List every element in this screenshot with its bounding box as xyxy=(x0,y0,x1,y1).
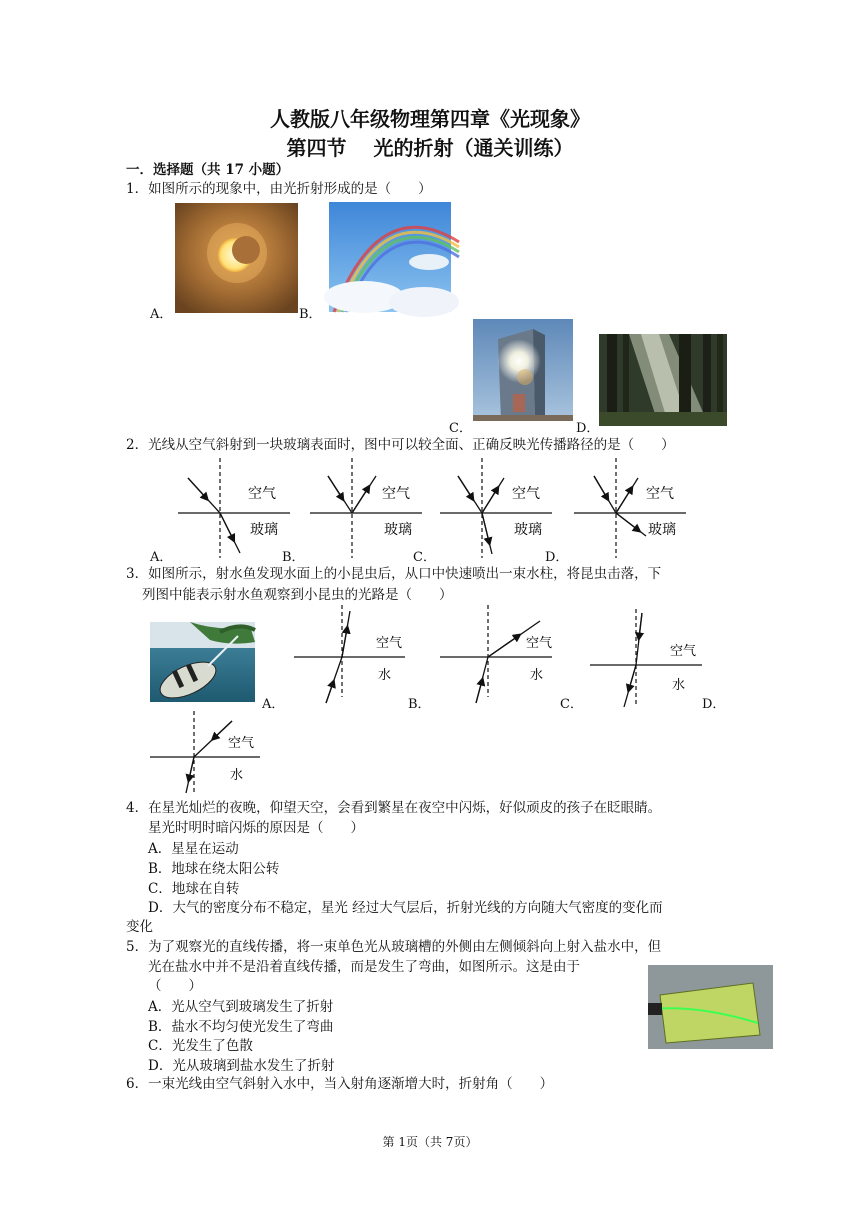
section-heading: 一．选择题（共 17 小题） xyxy=(126,162,290,178)
question-4-stem-line1: 4．在星光灿烂的夜晚，仰望天空，会看到繁星在夜空中闪烁，好似顽皮的孩子在眨眼睛。 xyxy=(126,800,662,816)
q5-option-d[interactable]: D．光从玻璃到盐水发生了折射 xyxy=(148,1058,335,1074)
q3-diagram-a[interactable] xyxy=(294,605,405,703)
q3-option-d-label: D． xyxy=(702,697,726,712)
q3-c-water-label: 水 xyxy=(672,678,686,693)
q3-diagram-d[interactable] xyxy=(150,711,260,795)
q3-option-c-label: C． xyxy=(560,697,583,712)
q2-d-air-label: 空气 xyxy=(646,486,674,502)
q2-b-glass-label: 玻璃 xyxy=(384,522,412,538)
q5-option-b[interactable]: B．盐水不均匀使光发生了弯曲 xyxy=(148,1019,334,1035)
q2-option-d-label: D． xyxy=(545,550,569,565)
question-2-stem: 2．光线从空气斜射到一块玻璃表面时，图中可以较全面、正确反映光传播路径的是（ ） xyxy=(126,437,675,453)
q1-option-a-label: A． xyxy=(150,307,173,322)
q3-d-water-label: 水 xyxy=(230,768,244,783)
question-5-stem-line3: （ ） xyxy=(148,978,202,994)
q1-option-b-rainbow-image[interactable] xyxy=(329,202,451,312)
q2-a-air-label: 空气 xyxy=(248,486,276,502)
question-4-stem-line2: 星光时明时暗闪烁的原因是（ ） xyxy=(148,820,364,836)
q2-a-glass-label: 玻璃 xyxy=(250,522,278,538)
q1-option-d-label: D． xyxy=(576,421,600,436)
question-3-stem-line1: 3．如图所示，射水鱼发现水面上的小昆虫后，从口中快速喷出一束水柱，将昆虫击落，下 xyxy=(126,566,662,582)
q4-option-d-line2: 变化 xyxy=(126,919,153,935)
question-6-stem: 6．一束光线由空气斜射入水中，当入射角逐渐增大时，折射角（ ） xyxy=(126,1076,554,1092)
q1-option-d-forest-light-image[interactable] xyxy=(599,334,727,426)
q4-option-b[interactable]: B．地球在绕太阳公转 xyxy=(148,861,280,877)
document-title: 人教版八年级物理第四章《光现象》 xyxy=(270,107,590,131)
q3-b-water-label: 水 xyxy=(530,668,544,683)
q3-option-b-label: B． xyxy=(408,697,431,712)
q2-option-b-label: B． xyxy=(282,550,305,565)
q1-option-b-label: B． xyxy=(299,307,322,322)
q3-diagram-c[interactable] xyxy=(590,609,702,707)
q1-option-a-solar-eclipse-image[interactable] xyxy=(175,203,298,313)
question-5-stem-line1: 5．为了观察光的直线传播，将一束单色光从玻璃槽的外侧由左侧倾斜向上射入盐水中，但 xyxy=(126,939,662,955)
q2-b-air-label: 空气 xyxy=(382,486,410,502)
q5-laser-salt-water-image[interactable] xyxy=(648,965,773,1049)
page-footer: 第 1页（共 7页） xyxy=(382,1135,478,1149)
q2-c-air-label: 空气 xyxy=(512,486,540,502)
question-3-stem-line2: 列图中能表示射水鱼观察到小昆虫的光路是（ ） xyxy=(142,587,453,603)
q3-d-air-label: 空气 xyxy=(228,736,255,751)
q3-b-air-label: 空气 xyxy=(526,636,553,651)
q1-option-c-building-glare-image[interactable] xyxy=(473,319,573,421)
q5-option-a[interactable]: A．光从空气到玻璃发生了折射 xyxy=(148,999,334,1015)
q2-diagram-a[interactable] xyxy=(178,458,290,558)
q3-refraction-diagrams xyxy=(228,605,730,795)
document-subtitle: 第四节 光的折射（通关训练） xyxy=(286,136,574,160)
q2-option-a-label: A． xyxy=(150,550,173,565)
q3-a-water-label: 水 xyxy=(378,668,392,683)
q4-option-a[interactable]: A．星星在运动 xyxy=(148,841,239,857)
q2-diagram-c[interactable] xyxy=(440,458,552,558)
q2-c-glass-label: 玻璃 xyxy=(514,522,542,538)
q2-diagram-d[interactable] xyxy=(574,458,686,558)
q4-option-c[interactable]: C．地球在自转 xyxy=(148,881,240,897)
q5-option-c[interactable]: C．光发生了色散 xyxy=(148,1038,253,1054)
question-5-stem-line2: 光在盐水中并不是沿着直线传播，而是发生了弯曲，如图所示。这是由于 xyxy=(148,959,580,975)
q3-a-air-label: 空气 xyxy=(376,636,403,651)
q2-diagram-b[interactable] xyxy=(310,458,422,558)
q1-option-c-label: C． xyxy=(449,421,472,436)
q3-c-air-label: 空气 xyxy=(670,644,697,659)
q2-d-glass-label: 玻璃 xyxy=(648,522,676,538)
q4-option-d-line1[interactable]: D．大气的密度分布不稳定，星光 经过大气层后，折射光线的方向随大气密度的变化而 xyxy=(148,900,663,916)
question-1-stem: 1．如图所示的现象中，由光折射形成的是（ ） xyxy=(126,181,432,197)
q3-archerfish-image[interactable] xyxy=(150,622,255,702)
q2-option-c-label: C． xyxy=(413,550,436,565)
q3-diagram-b[interactable] xyxy=(440,605,552,703)
q3-option-a-label: A． xyxy=(262,697,285,712)
